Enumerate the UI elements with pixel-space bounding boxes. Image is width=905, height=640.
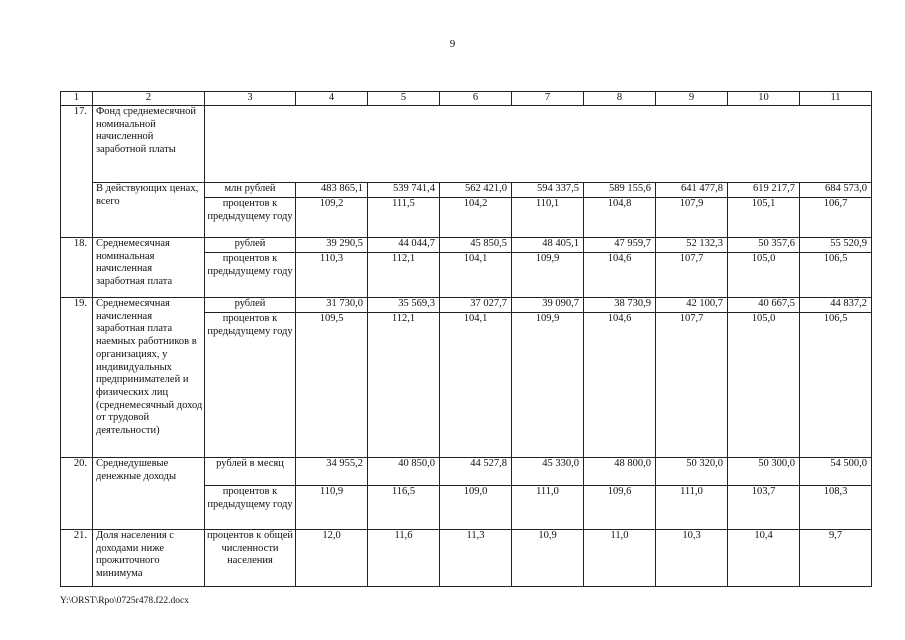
value-cell: 104,1	[440, 253, 512, 298]
value-cell: 116,5	[368, 486, 440, 530]
header-cell: 6	[440, 92, 512, 106]
statistics-table	[60, 91, 872, 587]
value-cell: 55 520,9	[800, 238, 872, 253]
row-number: 17.	[61, 106, 93, 238]
header-cell: 3	[205, 92, 296, 106]
unit-cell: процентов к предыдущему году	[205, 313, 296, 458]
indicator-subname: В действующих ценах, всего	[93, 183, 205, 238]
row-number: 18.	[61, 238, 93, 298]
value-cell: 54 500,0	[800, 458, 872, 486]
unit-cell: процентов к общей численности населения	[205, 530, 296, 587]
value-cell: 11,6	[368, 530, 440, 587]
value-cell: 107,7	[656, 253, 728, 298]
value-cell: 594 337,5	[512, 183, 584, 198]
table-row	[61, 238, 872, 253]
value-cell: 106,5	[800, 253, 872, 298]
row-number: 21.	[61, 530, 93, 587]
value-cell: 684 573,0	[800, 183, 872, 198]
row-number: 20.	[61, 458, 93, 530]
indicator-name: Среднемесячная начисленная заработная плата наемных работников в организациях, у индивидуальных предпринимателей и физических лиц (среднемесячный доход от трудовой деятельности)	[93, 298, 205, 458]
unit-cell: рублей	[205, 238, 296, 253]
value-cell: 107,9	[656, 198, 728, 238]
value-cell: 31 730,0	[296, 298, 368, 313]
table-row	[61, 298, 872, 313]
value-cell: 35 569,3	[368, 298, 440, 313]
unit-cell: процентов к предыдущему году	[205, 198, 296, 238]
value-cell: 38 730,9	[584, 298, 656, 313]
value-cell: 104,8	[584, 198, 656, 238]
table-row	[61, 530, 872, 587]
header-cell: 11	[800, 92, 872, 106]
value-cell: 641 477,8	[656, 183, 728, 198]
indicator-name: Среднемесячная номинальная начисленная заработная плата	[93, 238, 205, 298]
value-cell: 42 100,7	[656, 298, 728, 313]
value-cell: 104,6	[584, 253, 656, 298]
value-cell: 12,0	[296, 530, 368, 587]
value-cell: 40 667,5	[728, 298, 800, 313]
value-cell: 109,2	[296, 198, 368, 238]
value-cell: 109,9	[512, 313, 584, 458]
value-cell: 104,2	[440, 198, 512, 238]
value-cell: 112,1	[368, 253, 440, 298]
header-cell: 9	[656, 92, 728, 106]
header-cell: 1	[61, 92, 93, 106]
value-cell: 619 217,7	[728, 183, 800, 198]
row-number: 19.	[61, 298, 93, 458]
value-cell: 44 527,8	[440, 458, 512, 486]
value-cell: 37 027,7	[440, 298, 512, 313]
indicator-name: Фонд среднемесячной номинальной начисленной заработной платы	[93, 106, 205, 183]
value-cell: 109,5	[296, 313, 368, 458]
empty-cell	[205, 106, 872, 183]
value-cell: 112,1	[368, 313, 440, 458]
value-cell: 39 290,5	[296, 238, 368, 253]
page-number: 9	[449, 38, 456, 50]
value-cell: 47 959,7	[584, 238, 656, 253]
table-row	[61, 106, 872, 183]
value-cell: 104,6	[584, 313, 656, 458]
value-cell: 109,0	[440, 486, 512, 530]
header-cell: 5	[368, 92, 440, 106]
value-cell: 48 800,0	[584, 458, 656, 486]
value-cell: 109,6	[584, 486, 656, 530]
value-cell: 50 300,0	[728, 458, 800, 486]
header-cell: 7	[512, 92, 584, 106]
header-cell: 8	[584, 92, 656, 106]
value-cell: 105,1	[728, 198, 800, 238]
value-cell: 45 850,5	[440, 238, 512, 253]
value-cell: 44 837,2	[800, 298, 872, 313]
value-cell: 110,9	[296, 486, 368, 530]
value-cell: 48 405,1	[512, 238, 584, 253]
unit-cell: рублей в месяц	[205, 458, 296, 486]
value-cell: 52 132,3	[656, 238, 728, 253]
value-cell: 110,1	[512, 198, 584, 238]
value-cell: 589 155,6	[584, 183, 656, 198]
unit-cell: млн рублей	[205, 183, 296, 198]
value-cell: 10,4	[728, 530, 800, 587]
unit-cell: процентов к предыдущему году	[205, 253, 296, 298]
value-cell: 40 850,0	[368, 458, 440, 486]
value-cell: 108,3	[800, 486, 872, 530]
table-row	[61, 458, 872, 486]
value-cell: 44 044,7	[368, 238, 440, 253]
value-cell: 107,7	[656, 313, 728, 458]
file-path-footer: Y:\ORST\Rpo\0725r478.f22.docx	[60, 596, 189, 606]
value-cell: 111,5	[368, 198, 440, 238]
value-cell: 111,0	[512, 486, 584, 530]
header-row	[61, 92, 872, 106]
value-cell: 105,0	[728, 253, 800, 298]
value-cell: 34 955,2	[296, 458, 368, 486]
value-cell: 109,9	[512, 253, 584, 298]
value-cell: 106,7	[800, 198, 872, 238]
value-cell: 9,7	[800, 530, 872, 587]
unit-cell: рублей	[205, 298, 296, 313]
value-cell: 10,3	[656, 530, 728, 587]
value-cell: 50 357,6	[728, 238, 800, 253]
value-cell: 104,1	[440, 313, 512, 458]
value-cell: 39 090,7	[512, 298, 584, 313]
unit-cell: процентов к предыдущему году	[205, 486, 296, 530]
indicator-name: Среднедушевые денежные доходы	[93, 458, 205, 530]
table-row	[61, 183, 872, 198]
value-cell: 111,0	[656, 486, 728, 530]
value-cell: 11,0	[584, 530, 656, 587]
value-cell: 105,0	[728, 313, 800, 458]
value-cell: 483 865,1	[296, 183, 368, 198]
value-cell: 110,3	[296, 253, 368, 298]
header-cell: 2	[93, 92, 205, 106]
indicator-name: Доля населения с доходами ниже прожиточного минимума	[93, 530, 205, 587]
header-cell: 10	[728, 92, 800, 106]
value-cell: 50 320,0	[656, 458, 728, 486]
value-cell: 103,7	[728, 486, 800, 530]
value-cell: 10,9	[512, 530, 584, 587]
value-cell: 106,5	[800, 313, 872, 458]
value-cell: 11,3	[440, 530, 512, 587]
header-cell: 4	[296, 92, 368, 106]
value-cell: 539 741,4	[368, 183, 440, 198]
value-cell: 562 421,0	[440, 183, 512, 198]
value-cell: 45 330,0	[512, 458, 584, 486]
